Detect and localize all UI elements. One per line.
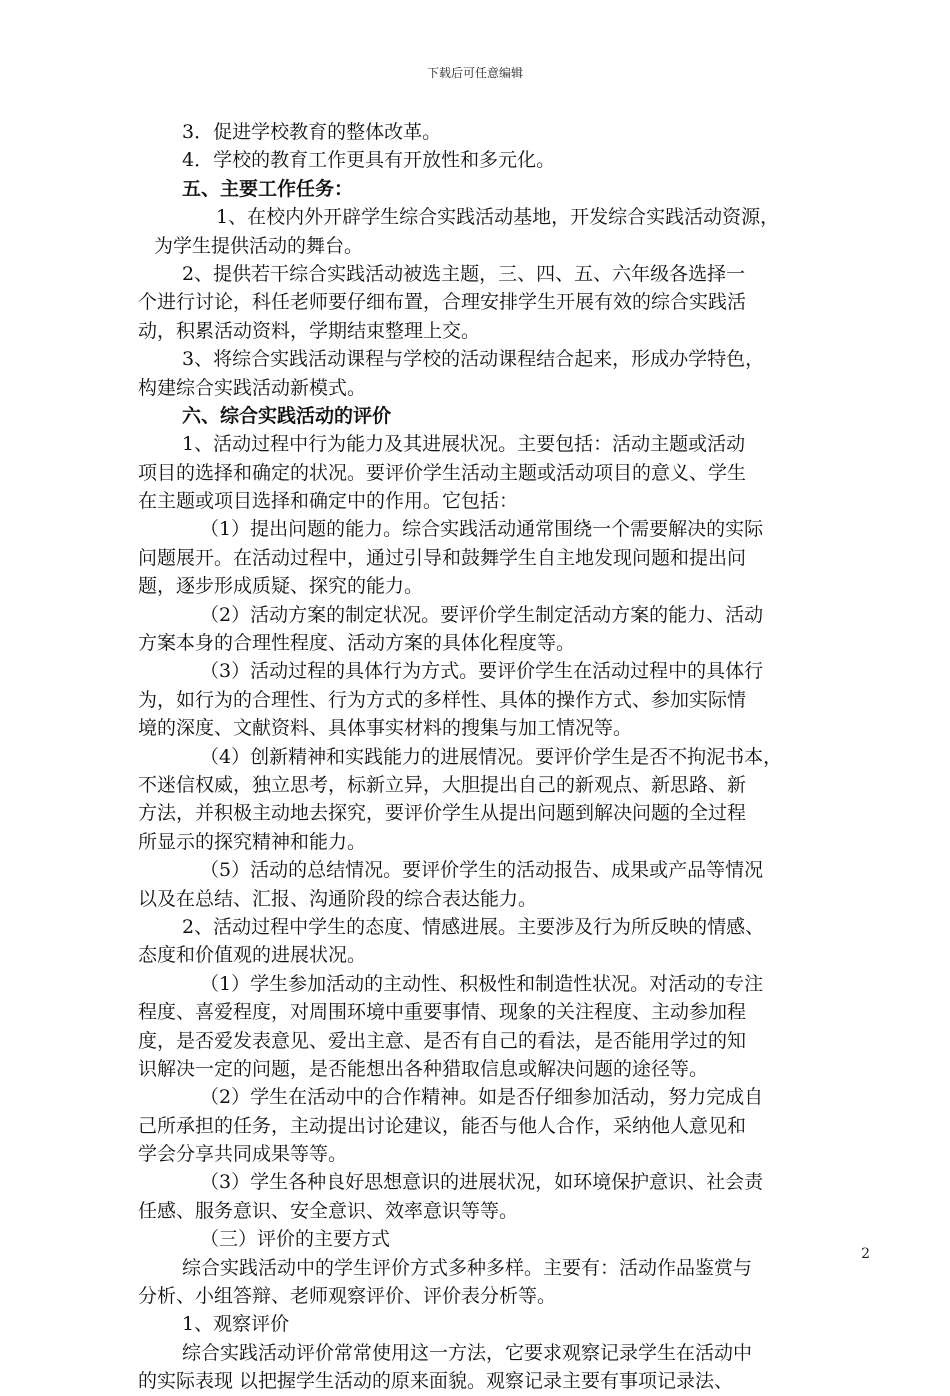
page-header: 下载后可任意编辑	[426, 66, 523, 80]
section-heading: 六、综合实践活动的评价	[182, 404, 392, 427]
text-line: 题，逐步形成质疑、探究的能力。	[138, 575, 424, 598]
section-heading: 五、主要工作任务：	[182, 177, 354, 200]
text-line: 识解决一定的问题，是否能想出各种猎取信息或解决问题的途径等。	[138, 1057, 709, 1080]
text-line: 为学生提供活动的舞台。	[154, 234, 364, 257]
text-line: （3）学生各种良好思想意识的进展状况，如环境保护意识、社会责	[200, 1171, 764, 1194]
text-line: 2、活动过程中学生的态度、情感进展。主要涉及行为所反映的情感、	[182, 915, 765, 938]
text-line: 综合实践活动评价常常使用这一方法，它要求观察记录学生在活动中	[182, 1341, 753, 1364]
text-line: 分析、小组答辩、老师观察评价、评价表分析等。	[138, 1285, 557, 1308]
text-line: 任感、服务意识、安全意识、效率意识等等。	[138, 1199, 519, 1222]
text-line: （2）活动方案的制定状况。要评价学生制定活动方案的能力、活动	[200, 603, 764, 626]
text-line: 1、活动过程中行为能力及其进展状况。主要包括：活动主题或活动	[182, 433, 746, 456]
text-line: （4）创新精神和实践能力的进展情况。要评价学生是否不拘泥书本，	[200, 745, 783, 768]
text-line: 问题展开。在活动过程中，通过引导和鼓舞学生自主地发现问题和提出问	[138, 546, 747, 569]
text-line: 境的深度、文献资料、具体事实材料的搜集与加工情况等。	[138, 717, 633, 740]
text-line: （5）活动的总结情况。要评价学生的活动报告、成果或产品等情况	[200, 859, 764, 882]
text-line: 方法，并积极主动地去探究，要评价学生从提出问题到解决问题的全过程	[138, 802, 747, 825]
text-line: （3）活动过程的具体行为方式。要评价学生在活动过程中的具体行	[200, 660, 764, 683]
text-line: 为，如行为的合理性、行为方式的多样性、具体的操作方式、参加实际情	[138, 688, 747, 711]
text-line: 所显示的探究精神和能力。	[138, 830, 367, 853]
text-line: 动，积累活动资料，学期结束整理上交。	[138, 319, 481, 342]
text-line: 3．促进学校教育的整体改革。	[182, 121, 442, 143]
text-line: 1、在校内外开辟学生综合实践活动基地，开发综合实践活动资源，	[216, 206, 780, 229]
text-line: 4．学校的教育工作更具有开放性和多元化。	[182, 149, 556, 172]
text-line: 不迷信权威，独立思考，标新立异，大胆提出自己的新观点、新思路、新	[138, 773, 747, 796]
page-number: 2	[861, 1246, 870, 1262]
text-line: 个进行讨论，科任老师要仔细布置，合理安排学生开展有效的综合实践活	[138, 291, 747, 314]
text-line: 方案本身的合理性程度、活动方案的具体化程度等。	[138, 632, 576, 655]
text-line: 3、将综合实践活动课程与学校的活动课程结合起来，形成办学特色，	[182, 348, 765, 371]
text-line: 2、提供若干综合实践活动被选主题，三、四、五、六年级各选择一	[182, 262, 746, 285]
text-line: （1）提出问题的能力。综合实践活动通常围绕一个需要解决的实际	[200, 518, 764, 541]
text-line: 综合实践活动中的学生评价方式多种多样。主要有：活动作品鉴赏与	[182, 1256, 753, 1279]
text-line: 1、观察评价	[182, 1313, 290, 1336]
text-line: 学会分享共同成果等等。	[138, 1143, 348, 1166]
text-line: （2）学生在活动中的合作精神。如是否仔细参加活动，努力完成自	[200, 1086, 764, 1109]
text-line: 构建综合实践活动新模式。	[138, 376, 367, 399]
text-line: （1）学生参加活动的主动性、积极性和制造性状况。对活动的专注	[200, 972, 764, 995]
text-line: 己所承担的任务，主动提出讨论建议，能否与他人合作，采纳他人意见和	[138, 1114, 747, 1137]
text-line: 程度、喜爱程度，对周围环境中重要事情、现象的关注程度、主动参加程	[138, 1001, 747, 1024]
text-line: （三）评价的主要方式	[200, 1228, 391, 1251]
document-body	[138, 118, 862, 1396]
text-line: 度，是否爱发表意见、爱出主意、是否有自己的看法，是否能用学过的知	[138, 1029, 747, 1052]
text-line: 以及在总结、汇报、沟通阶段的综合表达能力。	[138, 887, 538, 910]
text-line: 项目的选择和确定的状况。要评价学生活动主题或活动项目的意义、学生	[138, 461, 747, 484]
text-line: 态度和价值观的进展状况。	[138, 944, 367, 967]
text-line: 在主题或项目选择和确定中的作用。它包括：	[138, 490, 519, 513]
text-line: 的实际表现 以把握学生活动的原来面貌。观察记录主要有事项记录法、	[138, 1370, 734, 1393]
